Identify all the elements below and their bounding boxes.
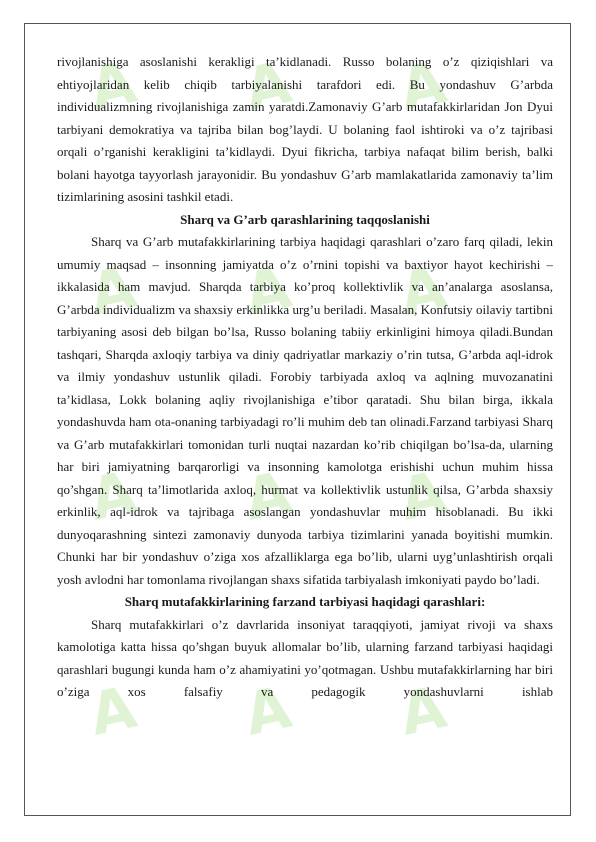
- watermark-logo: A: [393, 672, 452, 749]
- watermark-logo: A: [393, 252, 452, 329]
- watermark-logo: A: [393, 47, 452, 124]
- watermark-logo: A: [238, 457, 297, 534]
- watermark-logo: A: [83, 457, 142, 534]
- document-body: [57, 51, 553, 704]
- section-heading: Sharq mutafakkirlarining farzand tarbiyasi haqidagi qarashlari:: [124, 594, 486, 609]
- paragraph: Sharq mutafakkirlari o’z davrlarida insoniyat taraqqiyoti, jamiyat rivoji va shaxs kamolotiga katta hissa qo’shgan buyuk allomalar bo’lib, ularning farzand tarbiyasi haqidagi qarashlari bugungi kunda ham o’z ahamiyatini yo’qotmagan. Ushbu mutafakkirlarning har biri o’ziga xos falsafiy va pedagogik yondashuvlarni ishlab: [57, 616, 553, 699]
- section-heading: Sharq va G’arb qarashlarining taqqoslanishi: [180, 211, 430, 227]
- watermark-logo: A: [238, 252, 297, 329]
- watermark-logo: A: [393, 457, 452, 534]
- watermark-logo: A: [238, 47, 297, 124]
- watermark-logo: A: [83, 672, 142, 749]
- watermark-logo: A: [238, 672, 297, 749]
- paragraph: Sharq va G’arb mutafakkirlarining tarbiya haqidagi qarashlari o’zaro farq qiladi, lekin umumiy maqsad – insonning jamiyatda o’z o’rnini topishi va baxtiyor hayot kechirishi – ikkalasida ham mavjud. Sharqda tarbiya ko’proq kollektivlik va an’analarga asoslansa, G’arbda individualizm va shaxsiy erkinlikka urg’u beriladi. Masalan, Konfutsiy oilaviy tartibni tarbiyaning asosi deb bilgan bo’lsa, Russo bolaning tabiiy erkinligini himoya qiladi.Bundan tashqari, Sharqda axloqiy tarbiya va diniy qadriyatlar markaziy o’rin tutsa, G’arbda aql-idrok va ilmiy yondashuv ustunlik qiladi. Forobiy tarbiyada axloq va aqlning muvozanatini ta’kidlasa, Lokk bolaning aqliy rivojlanishiga e’tibor qaratadi. Shu bilan birga, ikkala yondashuvda ham ota-onaning tarbiyadagi ro’li muhim deb tan olinadi.Farzand tarbiyasi Sharq va G’arb mutafakkirlari tomonidan turli nuqtai nazardan ko’rib chiqilgan bo’lsa-da, ularning har biri jamiyatning barqarorligi va insonning kamolotga erishishi uchun muhim hissa qo’shgan. Sharq ta’limotlarida axloq, hurmat va kollektivlik ustunlik qilsa, G’arbda shaxsiy erkinlik, aql-idrok va tajribaga asoslangan yondashuvlar muhim hisoblanadi. Bu ikki dunyoqarashning sintezi zamonaviy dunyoda tarbiya tizimlarini yanada boyitishi mumkin. Chunki har bir yondashuv o’ziga xos afzalliklarga ega bo’lib, ularni uyg’unlashtirish orqali yosh avlodni har tomonlama rivojlangan shaxs sifatida tarbiyalash imkoniyati paydo bo’ladi.: [57, 234, 553, 587]
- paragraph: rivojlanishiga asoslanishi kerakligi ta’kidlanadi. Russo bolaning o’z qiziqishlari va ehtiyojlaridan kelib chiqib tarbiyalanishi tarafdori edi. Bu yondashuv G’arbda individualizmning rivojlanishiga zamin yaratdi.Zamonaviy G’arb mutafakkirlaridan Jon Dyui tarbiyani demokratiya va tajriba bilan bog’laydi. U bolaning faol ishtiroki va o’z tajribasi orqali o’rganishi kerakligini ta’kidlaydi. Dyui fikricha, tarbiya nafaqat bilim berish, balki bolani hayotga tayyorlash jarayonidir. Bu yondashuv G’arb mamlakatlarida zamonaviy ta’lim tizimlarining asosini tashkil etadi.: [57, 54, 553, 204]
- watermark-logo: A: [83, 47, 142, 124]
- watermark-logo: A: [83, 252, 142, 329]
